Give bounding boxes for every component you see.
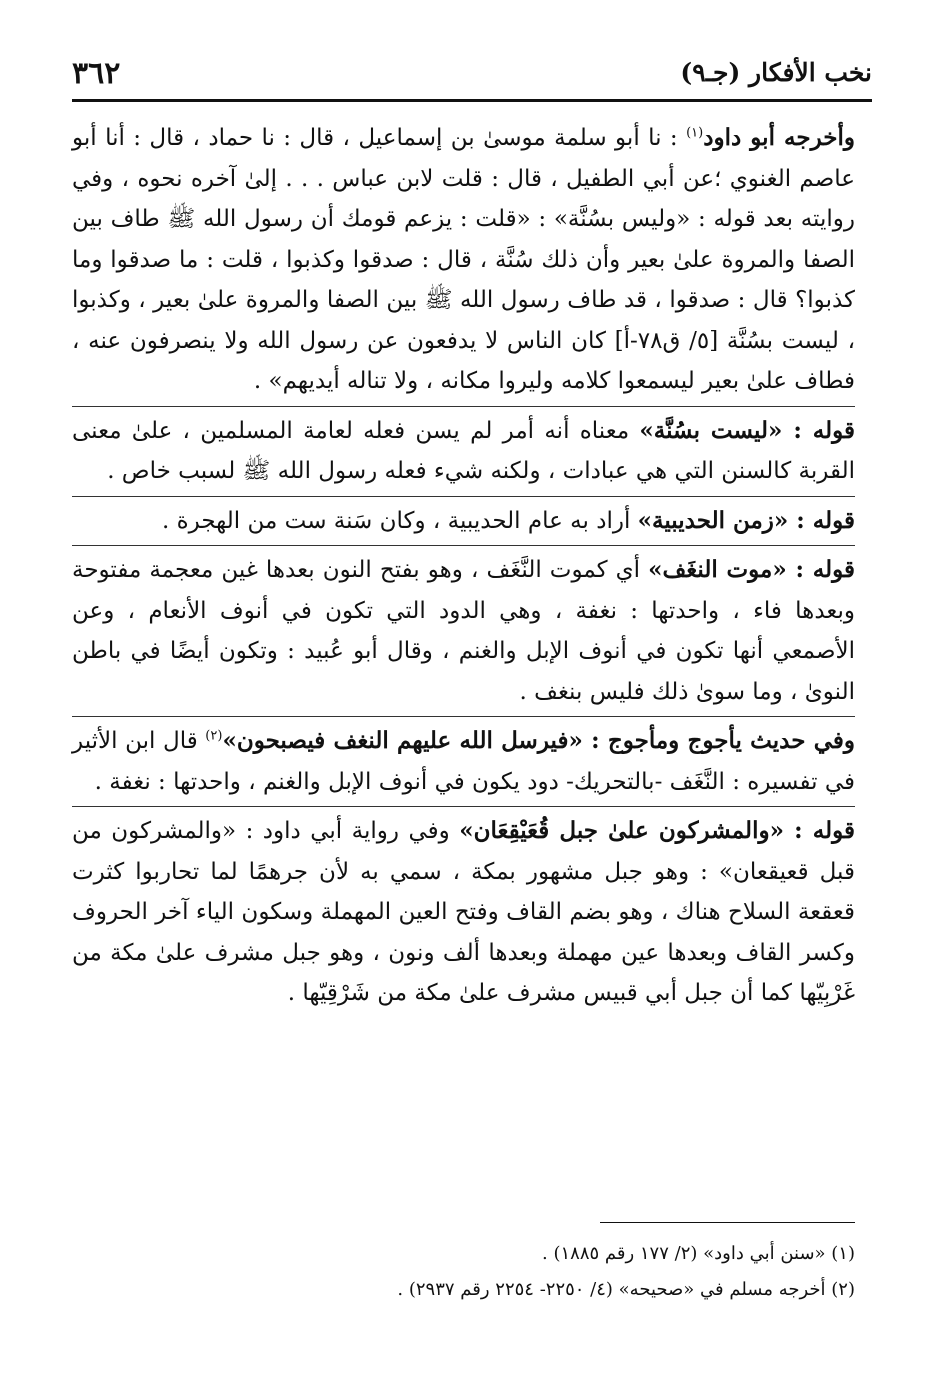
paragraph-5	[72, 716, 855, 802]
page-number: ٣٦٢	[72, 56, 121, 91]
paragraph-lead: وأخرجه أبو داود	[703, 124, 856, 151]
footnotes	[72, 1236, 855, 1308]
footnote-marker: (١)	[686, 125, 704, 141]
paragraph-4	[72, 545, 855, 712]
paragraph-lead: قوله : «موت النغَف»	[648, 556, 855, 583]
paragraph-lead: قوله : «زمن الحديبية»	[637, 506, 855, 534]
paragraph-1	[72, 118, 855, 402]
footnote-2: (٢) أخرجه مسلم في «صحيحه» (٤/ ٢٢٥٠- ٢٢٥٤ رقم ٢٩٣٧) .	[397, 1279, 855, 1300]
paragraph-lead: قوله : «ليست بسُنَّة»	[639, 416, 855, 444]
footnote-rule	[600, 1222, 855, 1223]
paragraph-text: وفي رواية أبي داود : «والمشركون من قبل قعيقعان» : وهو جبل مشهور بمكة ، سمي به لأن جرهمًا لما تحاربوا كثرت قعقعة السلاح هناك ، وهو بضم القاف وفتح العين المهملة وسكون الياء آخر الحروف وكسر القاف وبعدها عين مهملة وبعدها ألف ونون ، وهو جبل مشرف علىٰ مكة من غَرْبِيّها كما أن جبل أبي قبيس مشرف علىٰ مكة من شَرْقِيّها .	[72, 818, 855, 1006]
paragraph-text: قال ابن الأثير في تفسيره : النَّغَف -بالتحريك- دود يكون في أنوف الإبل والغنم ، واحدتها : نغفة .	[72, 728, 855, 795]
paragraph-2	[72, 406, 855, 492]
paragraph-text: أراد به عام الحديبية ، وكان سَنة ست من الهجرة .	[161, 507, 638, 534]
footnote-marker: (٢)	[205, 728, 223, 744]
paragraph-text: : نا أبو سلمة موسىٰ بن إسماعيل ، قال : نا حماد ، قال : أنا أبو عاصم الغنوي ؛عن أبي الطفيل ، قال : قلت لابن عباس . . . إلىٰ آخره نحوه ، وفي روايته بعد قوله : «وليس بسُنَّة» : «قلت : يزعم قومك أن رسول الله ﷺ طاف بين الصفا والمروة علىٰ بعير وأن ذلك سُنَّة ، قال : صدقوا وكذبوا ، قلت : ما صدقوا وما كذبوا؟ قال : صدقوا ، قد طاف رسول الله ﷺ بين الصفا والمروة علىٰ بعير ، وكذبوا ، ليست بسُنَّة [٥/ ق٧٨-أ] كان الناس لا يدفعون عن رسول الله ولا ينصرفون عنه ، فطاف علىٰ بعير ليسمعوا كلامه وليروا مكانه ، ولا تناله أيديهم» .	[72, 125, 856, 394]
paragraph-text: أي كموت النَّغَف ، وهو بفتح النون بعدها غين معجمة مفتوحة وبعدها فاء ، واحدتها : نغفة ، وهي الدود التي تكون في أنوف الأنعام ، وعن الأصمعي أنها تكون في أنوف الإبل والغنم ، وقال أبو عُبيد : وتكون أيضًا في باطن النوىٰ ، وما سوىٰ ذلك فليس بنغف .	[72, 557, 855, 705]
paragraph-3	[72, 496, 855, 542]
header-rule	[72, 99, 872, 102]
page-header	[72, 52, 872, 98]
main-text	[72, 118, 855, 1014]
book-title: نخب الأفكار (جـ٩)	[680, 58, 872, 87]
paragraph-lead: قوله : «والمشركون علىٰ جبل قُعَيْقِعَان»	[459, 817, 855, 844]
paragraph-lead: وفي حديث يأجوج ومأجوج : «فيرسل الله عليهم النغف فيصبحون»	[222, 727, 855, 754]
paragraph-text: معناه أنه أمر لم يسن فعله لعامة المسلمين ، علىٰ معنى القربة كالسنن التي هي عبادات ، ولكنه شيء فعله رسول الله ﷺ لسبب خاص .	[72, 417, 855, 484]
footnote-1: (١) «سنن أبي داود» (٢/ ١٧٧ رقم ١٨٨٥) .	[542, 1243, 855, 1264]
paragraph-6	[72, 806, 855, 1014]
